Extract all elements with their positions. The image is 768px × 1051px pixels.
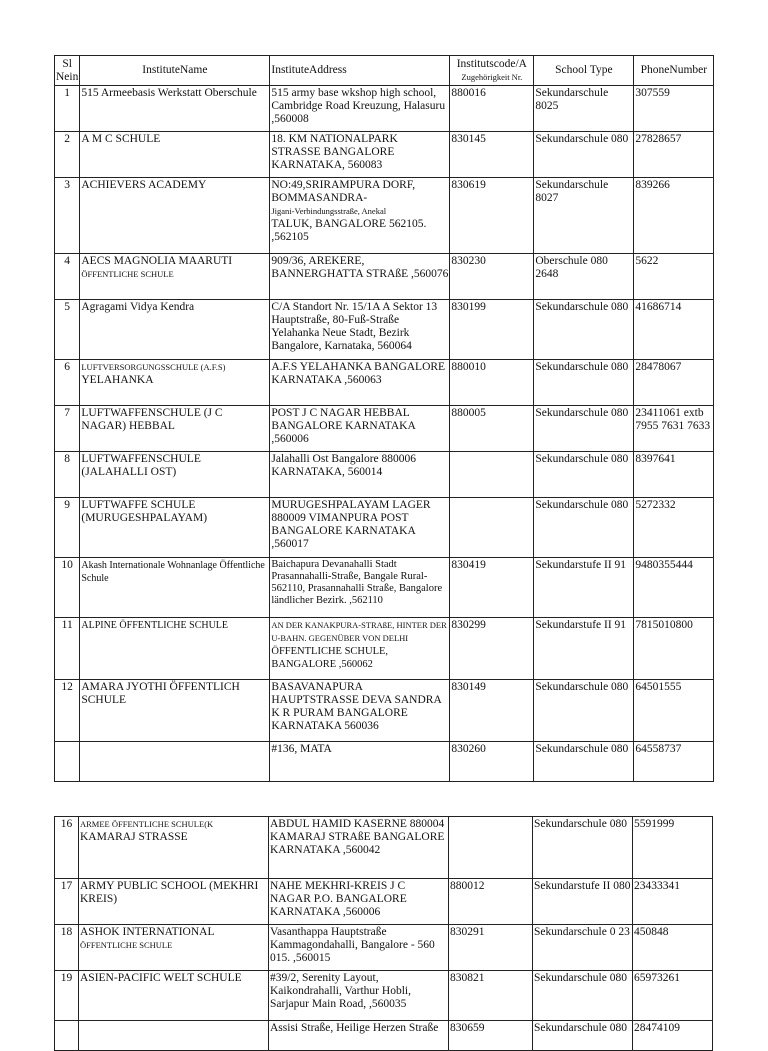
row-code: 880005 bbox=[450, 406, 534, 452]
row-address: ABDUL HAMID KASERNE 880004 KAMARAJ STRAßE BANGALORE KARNATAKA ,560042 bbox=[269, 817, 449, 879]
row-type: Sekundarschule 080 bbox=[534, 680, 634, 742]
row-address-line: ÖFFENTLICHE SCHULE, BANGALORE ,560062 bbox=[271, 646, 389, 670]
row-sl: 6 bbox=[55, 360, 80, 406]
row-code: 830419 bbox=[450, 558, 534, 618]
row-phone: 27828657 bbox=[634, 132, 714, 178]
row-name-small: ARMEE ÖFFENTLICHE SCHULE(K bbox=[80, 819, 214, 829]
row-code: 830291 bbox=[449, 925, 533, 971]
row-address: 515 army base wkshop high school, Cambridge Road Kreuzung, Halasuru ,560008 bbox=[270, 86, 450, 132]
row-name-main: KAMARAJ STRASSE bbox=[80, 831, 188, 843]
row-address: 18. KM NATIONALPARK STRASSE BANGALORE KARNATAKA, 560083 bbox=[270, 132, 450, 178]
row-type: Sekundarschule 080 bbox=[534, 360, 634, 406]
row-type: Sekundarschule 080 bbox=[533, 1021, 633, 1051]
row-name bbox=[79, 925, 269, 971]
header-code-sub: Zugehörigkeit Nr. bbox=[461, 71, 523, 82]
header-sl: Sl Nein bbox=[55, 56, 80, 86]
row-name: AMARA JYOTHI ÖFFENTLICH SCHULE bbox=[80, 680, 270, 742]
row-phone: 7815010800 bbox=[634, 618, 714, 680]
row-phone: 23433341 bbox=[633, 879, 713, 925]
row-code: 830659 bbox=[449, 1021, 533, 1051]
table-row bbox=[55, 817, 713, 879]
row-phone: 64558737 bbox=[634, 742, 714, 782]
row-type: Sekundarschule 080 bbox=[534, 132, 634, 178]
row-address: NAHE MEKHRI-KREIS J C NAGAR P.O. BANGALORE KARNATAKA ,560006 bbox=[269, 879, 449, 925]
row-name: ARMY PUBLIC SCHOOL (MEKHRI KREIS) bbox=[79, 879, 269, 925]
row-sl: 17 bbox=[55, 879, 79, 925]
row-sl: 1 bbox=[55, 86, 80, 132]
row-address: Vasanthappa Hauptstraße Kammagondahalli, Bangalore - 560 015. ,560015 bbox=[269, 925, 449, 971]
row-address-small: Jigani-Verbindungsstraße, Anekal bbox=[271, 206, 387, 216]
row-phone: 839266 bbox=[634, 178, 714, 254]
row-address-line2: TALUK, BANGALORE 562105. ,562105 bbox=[271, 218, 427, 243]
header-school-type: School Type bbox=[534, 56, 634, 86]
row-type: Sekundarschule 080 bbox=[534, 452, 634, 498]
row-address: A.F.S YELAHANKA BANGALORE KARNATAKA ,560063 bbox=[270, 360, 450, 406]
row-address: Jalahalli Ost Bangalore 880006 KARNATAKA, 560014 bbox=[270, 452, 450, 498]
row-sl: 8 bbox=[55, 452, 80, 498]
row-name: LUFTWAFFE SCHULE (MURUGESHPALAYAM) bbox=[80, 498, 270, 558]
row-name-main: AECS MAGNOLIA MAARUTI bbox=[81, 255, 233, 267]
row-type: Sekundarschule 080 bbox=[534, 742, 634, 782]
header-institute-address: InstituteAddress bbox=[270, 56, 450, 86]
row-name-main: YELAHANKA bbox=[81, 374, 154, 386]
row-sl bbox=[55, 1021, 79, 1051]
row-address: #136, MATA bbox=[270, 742, 450, 782]
row-address: Assisi Straße, Heilige Herzen Straße bbox=[269, 1021, 449, 1051]
row-phone: 65973261 bbox=[633, 971, 713, 1021]
row-sl: 3 bbox=[55, 178, 80, 254]
row-phone: 23411061 extb 7955 7631 7633 bbox=[634, 406, 714, 452]
row-sl: 12 bbox=[55, 680, 80, 742]
row-code: 880016 bbox=[450, 86, 534, 132]
row-address-small: AN DER KANAKPURA-STRAßE, HINTER DER U-BAHN. GEGENÜBER VON DELHI bbox=[271, 620, 447, 643]
row-sl: 10 bbox=[55, 558, 80, 618]
row-type: Sekundarschule 8027 bbox=[534, 178, 634, 254]
row-sl: 19 bbox=[55, 971, 79, 1021]
row-type: Sekundarschule 080 bbox=[534, 498, 634, 558]
row-type: Sekundarstufe II 080 bbox=[533, 879, 633, 925]
row-name: ALPINE ÖFFENTLICHE SCHULE bbox=[80, 618, 270, 680]
row-name-small: LUFTVERSORGUNGSSCHULE (A.F.S) bbox=[81, 362, 226, 372]
row-type: Sekundarstufe II 91 bbox=[534, 558, 634, 618]
table-row bbox=[55, 925, 713, 971]
table-row bbox=[55, 971, 713, 1021]
row-name: LUFTWAFFENSCHULE (J C NAGAR) HEBBAL bbox=[80, 406, 270, 452]
row-name: Agragami Vidya Kendra bbox=[80, 300, 270, 360]
row-sl: 16 bbox=[55, 817, 79, 879]
row-address-line: NO:49,SRIRAMPURA DORF, BOMMASANDRA- bbox=[271, 179, 416, 204]
row-phone: 41686714 bbox=[634, 300, 714, 360]
row-name: LUFTWAFFENSCHULE (JALAHALLI OST) bbox=[80, 452, 270, 498]
header-phone: PhoneNumber bbox=[634, 56, 714, 86]
row-type: Sekundarschule 080 bbox=[534, 300, 634, 360]
row-type: Sekundarstufe II 91 bbox=[534, 618, 634, 680]
row-code: 880012 bbox=[449, 879, 533, 925]
row-code: 830199 bbox=[450, 300, 534, 360]
row-phone: 5622 bbox=[634, 254, 714, 300]
header-code-label: Institutscode/A bbox=[456, 57, 527, 70]
row-type: Sekundarschule 8025 bbox=[534, 86, 634, 132]
row-address: MURUGESHPALAYAM LAGER 880009 VIMANPURA POST BANGALORE KARNATAKA ,560017 bbox=[270, 498, 450, 558]
row-type: Sekundarschule 080 bbox=[533, 971, 633, 1021]
row-code: 830145 bbox=[450, 132, 534, 178]
row-code: 830230 bbox=[450, 254, 534, 300]
row-sl: 11 bbox=[55, 618, 80, 680]
row-address: C/A Standort Nr. 15/1A A Sektor 13 Hauptstraße, 80-Fuß-Straße Yelahanka Neue Stadt, Bezirk Bangalore, Karnataka, 560064 bbox=[270, 300, 450, 360]
row-type: Sekundarschule 080 bbox=[533, 817, 633, 879]
row-phone: 8397641 bbox=[634, 452, 714, 498]
row-name bbox=[79, 1021, 269, 1051]
row-type: Sekundarschule 0 23 bbox=[533, 925, 633, 971]
institute-table-bottom bbox=[54, 816, 713, 1051]
row-sl: 7 bbox=[55, 406, 80, 452]
row-code: 830149 bbox=[450, 680, 534, 742]
row-name: ASIEN-PACIFIC WELT SCHULE bbox=[79, 971, 269, 1021]
row-address: 909/36, AREKERE, BANNERGHATTA STRAßE ,560076 bbox=[270, 254, 450, 300]
row-address: POST J C NAGAR HEBBAL BANGALORE KARNATAKA ,560006 bbox=[270, 406, 450, 452]
row-address: Baichapura Devanahalli Stadt Prasannahalli-Straße, Bangale Rural-562110, Prasannahalli Straße, Bangalore ländlicher Bezirk. ,562110 bbox=[270, 558, 450, 618]
row-name: 515 Armeebasis Werkstatt Oberschule bbox=[80, 86, 270, 132]
row-address: BASAVANAPURA HAUPTSTRASSE DEVA SANDRA K R PURAM BANGALORE KARNATAKA 560036 bbox=[270, 680, 450, 742]
row-phone: 450848 bbox=[633, 925, 713, 971]
row-phone: 9480355444 bbox=[634, 558, 714, 618]
row-phone: 5272332 bbox=[634, 498, 714, 558]
row-phone: 28478067 bbox=[634, 360, 714, 406]
row-phone: 28474109 bbox=[633, 1021, 713, 1051]
row-sl: 4 bbox=[55, 254, 80, 300]
row-address: #39/2, Serenity Layout, Kaikondrahalli, Varthur Hobli, Sarjapur Main Road, ,560035 bbox=[269, 971, 449, 1021]
row-name-main: ASHOK INTERNATIONAL bbox=[80, 926, 215, 938]
row-code: 830619 bbox=[450, 178, 534, 254]
row-code: 880010 bbox=[450, 360, 534, 406]
header-institute-name: InstituteName bbox=[80, 56, 270, 86]
row-code: 830260 bbox=[450, 742, 534, 782]
row-sl: 18 bbox=[55, 925, 79, 971]
row-code bbox=[449, 817, 533, 879]
row-sl: 2 bbox=[55, 132, 80, 178]
row-phone: 5591999 bbox=[633, 817, 713, 879]
table-row bbox=[55, 879, 713, 925]
row-name-small: ÖFFENTLICHE SCHULE bbox=[80, 940, 173, 950]
row-name: ACHIEVERS ACADEMY bbox=[80, 178, 270, 254]
row-code: 830299 bbox=[450, 618, 534, 680]
row-sl: 9 bbox=[55, 498, 80, 558]
row-name: Akash Internationale Wohnanlage Öffentliche Schule bbox=[80, 558, 270, 618]
row-code: 830821 bbox=[449, 971, 533, 1021]
row-phone: 64501555 bbox=[634, 680, 714, 742]
row-type: Oberschule 080 2648 bbox=[534, 254, 634, 300]
row-sl: 5 bbox=[55, 300, 80, 360]
table-row bbox=[55, 1021, 713, 1051]
row-type: Sekundarschule 080 bbox=[534, 406, 634, 452]
row-name: A M C SCHULE bbox=[80, 132, 270, 178]
row-name-small: ÖFFENTLICHE SCHULE bbox=[81, 269, 174, 279]
row-phone: 307559 bbox=[634, 86, 714, 132]
row-name bbox=[79, 817, 269, 879]
